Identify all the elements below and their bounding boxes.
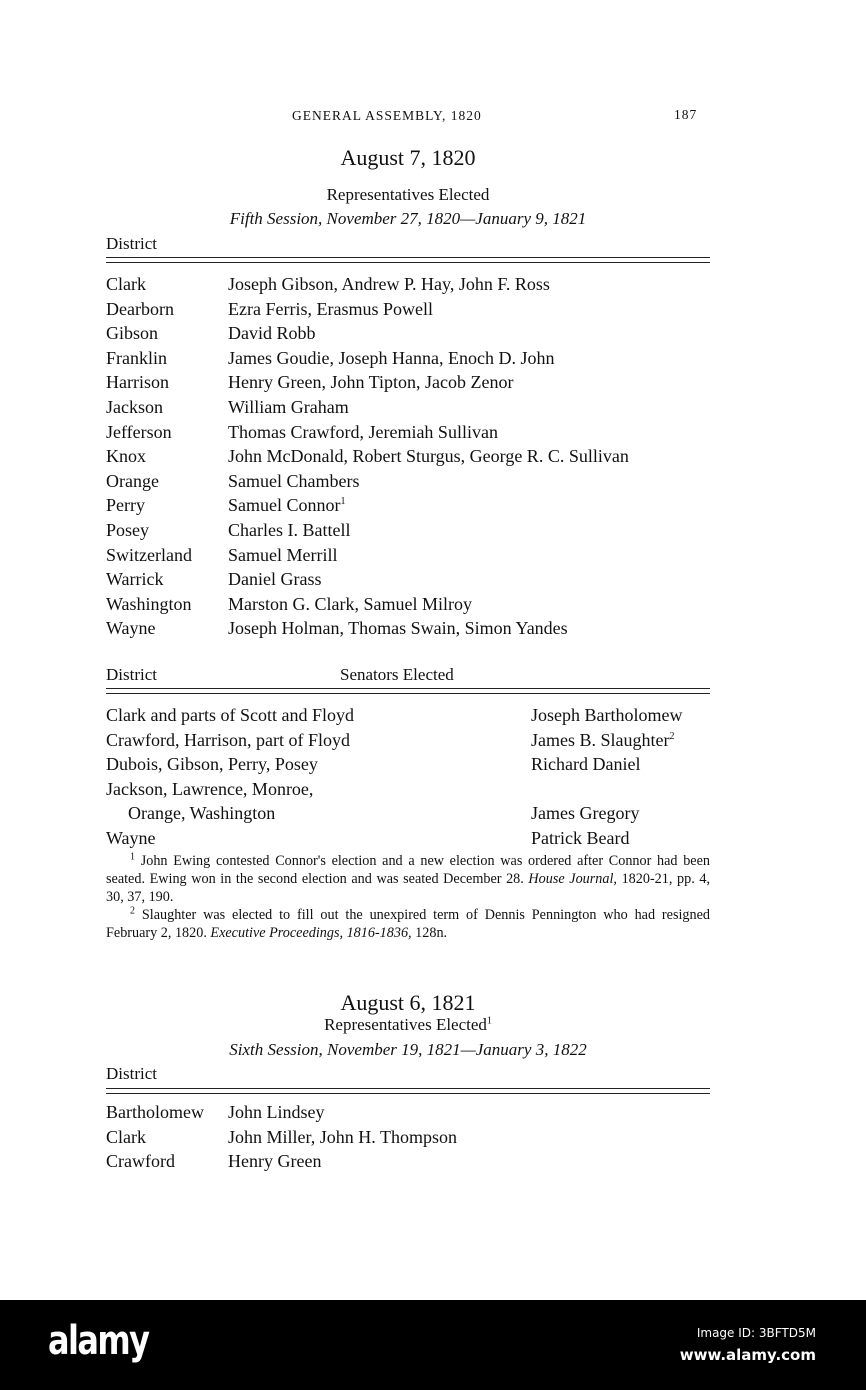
district-name: Franklin	[106, 347, 167, 368]
representative-names: Ezra Ferris, Erasmus Powell	[228, 298, 433, 319]
district-name: Wayne	[106, 828, 156, 848]
session-dates: Sixth Session, November 19, 1821—January 3, 1822	[229, 1040, 587, 1059]
district-name: Switzerland	[106, 544, 192, 565]
section-subtitle: Representatives Elected	[326, 185, 490, 204]
representative-names: Joseph Holman, Thomas Swain, Simon Yandes	[228, 618, 568, 639]
representative-names: Joseph Gibson, Andrew P. Hay, John F. Ross	[228, 274, 550, 294]
district-name: Clark	[106, 274, 146, 294]
representative-names: Samuel Merrill	[228, 544, 338, 565]
district-name: Posey	[106, 520, 150, 540]
image-id: Image ID: 3BFTD5M	[696, 1326, 816, 1340]
senators-title: Senators Elected	[340, 665, 454, 684]
representative-names: Samuel Chambers	[228, 470, 360, 491]
district-name: Gibson	[106, 323, 159, 344]
representative-names: Henry Green	[228, 1151, 322, 1172]
running-title: GENERAL ASSEMBLY, 1820	[292, 108, 482, 123]
district-name: Dubois, Gibson, Perry, Posey	[106, 754, 318, 775]
page-number: 187	[674, 107, 698, 122]
district-name: Knox	[106, 446, 146, 467]
section-date: August 7, 1820	[340, 145, 476, 170]
representative-names: James Goudie, Joseph Hanna, Enoch D. John	[228, 347, 555, 368]
representative-names: John Miller, John H. Thompson	[228, 1126, 457, 1147]
district-name: Orange	[106, 470, 159, 491]
footnotes	[106, 852, 710, 942]
district-name: Warrick	[106, 569, 164, 590]
district-name: Wayne	[106, 618, 156, 639]
senator-name: Joseph Bartholomew	[531, 705, 683, 725]
district-name: Dearborn	[106, 298, 174, 319]
section-subtitle: Representatives Elected$^1$	[324, 1015, 492, 1034]
district-name: Perry	[106, 495, 145, 516]
district-name: Clark and parts of Scott and Floyd	[106, 705, 354, 725]
district-name: Jackson, Lawrence, Monroe,	[106, 778, 314, 799]
representative-names: Marston G. Clark, Samuel Milroy	[228, 593, 472, 614]
district-name: Clark	[106, 1126, 146, 1147]
watermark-bar	[0, 1300, 866, 1390]
footnote-2: $^2$ Slaughter was elected to fill out the unexpired term of Dennis Pennington who had resigned February 2, 1820. Executive Proceedings, 1816-1836, 128n.	[106, 905, 710, 941]
district-name: Jefferson	[106, 421, 172, 442]
representative-names: John McDonald, Robert Sturgus, George R. C. Sullivan	[228, 446, 629, 467]
watermark-url: www.alamy.com	[679, 1346, 816, 1364]
representative-names: Charles I. Battell	[228, 520, 351, 540]
senator-name: James Gregory	[531, 803, 640, 824]
representative-names: Samuel Connor$^1$	[228, 495, 346, 516]
district-header: District	[106, 234, 157, 253]
district-name: Harrison	[106, 372, 169, 393]
senator-name: James B. Slaughter$^2$	[531, 729, 675, 750]
representative-names: Daniel Grass	[228, 569, 322, 590]
representative-names: Thomas Crawford, Jeremiah Sullivan	[228, 421, 498, 442]
district-name: Washington	[106, 593, 192, 614]
representative-names: David Robb	[228, 323, 316, 344]
footnote-1: $^1$ John Ewing contested Connor's election and a new election was ordered after Connor had been seated. Ewing won in the second election and was seated December 28. House Journal, 1820-21, pp. 4, 30, 37, 190.	[106, 851, 710, 905]
representative-names: William Graham	[228, 397, 349, 417]
district-header: District	[106, 665, 157, 684]
senator-name: Richard Daniel	[531, 754, 641, 775]
representative-names: John Lindsey	[228, 1102, 325, 1122]
district-name: Bartholomew	[106, 1102, 204, 1122]
alamy-logo: alamy	[48, 1318, 149, 1364]
district-name: Crawford	[106, 1151, 175, 1172]
district-name: Jackson	[106, 397, 163, 417]
section-date: August 6, 1821	[340, 990, 476, 1015]
district-header: District	[106, 1064, 157, 1083]
representative-names: Henry Green, John Tipton, Jacob Zenor	[228, 372, 514, 393]
district-name: Crawford, Harrison, part of Floyd	[106, 729, 350, 750]
district-name: Orange, Washington	[128, 803, 276, 824]
senator-name: Patrick Beard	[531, 828, 630, 848]
session-dates: Fifth Session, November 27, 1820—January 9, 1821	[229, 209, 587, 228]
